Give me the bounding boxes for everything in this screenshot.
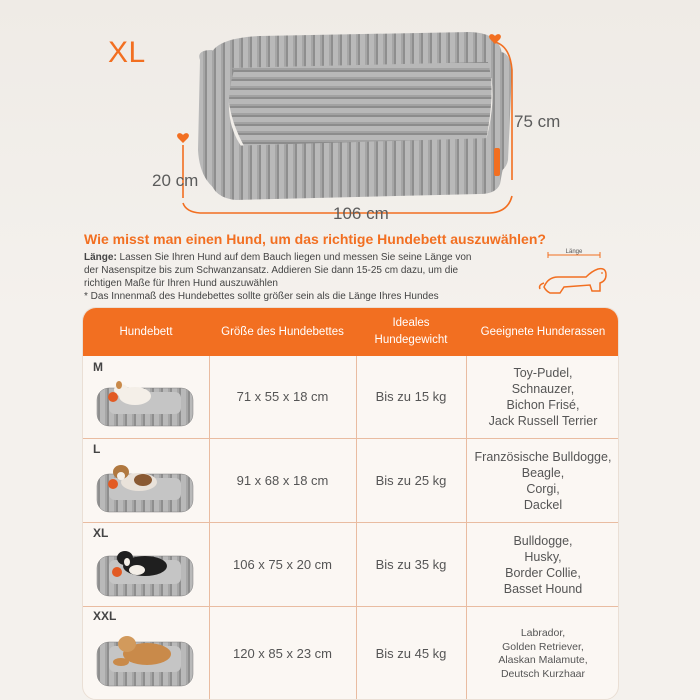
breeds-cell [466,356,619,438]
breed-item: Golden Retriever, [502,640,584,653]
header-breeds: Geeignete Hunderassen [480,325,606,338]
measure-instructions [84,251,484,303]
breed-item: Basset Hound [503,581,583,596]
length-term: Länge: [84,252,117,263]
dimensions-cell: 91 x 68 x 18 cm [236,472,329,488]
size-label-xl: XL [93,526,109,540]
breed-item: Alaskan Malamute, [498,654,588,666]
size-title: XL [108,36,146,69]
breed-item: Französische Bulldogge, [474,449,612,464]
weight-cell: Bis zu 15 kg [375,389,447,404]
breed-item: Bichon Frisé, [506,398,580,412]
breeds-cell [466,607,619,700]
breed-item: Jack Russell Terrier [488,414,598,428]
depth-dimension: 75 cm [514,112,561,131]
breed-item: Beagle, [521,465,565,480]
weight-cell: Bis zu 25 kg [375,472,447,488]
breed-item: Toy-Pudel, [513,366,573,380]
breed-item: Border Collie, [505,565,581,580]
breed-item: Corgi, [526,481,560,496]
bed-xl-with-dog-image [91,538,201,602]
breeds-cell [466,523,619,606]
dog-bed-illustration [0,0,700,230]
height-dimension: 20 cm [152,171,199,190]
table-header [83,308,619,356]
size-label-m: M [93,360,103,374]
weight-cell: Bis zu 45 kg [375,646,447,661]
breed-item: Deutsch Kurzhaar [500,667,586,680]
breed-item: Schnauzer, [511,382,575,396]
breed-item: Bulldogge, [513,533,573,548]
size-label-l: L [93,442,101,456]
dimensions-cell: 120 x 85 x 23 cm [233,646,332,661]
dimensions-cell: 106 x 75 x 20 cm [233,556,332,572]
dimensions-cell: 71 x 55 x 18 cm [236,389,329,404]
size-label-xxl: XXL [93,609,117,623]
inner-size-note: * Das Innenmaß des Hundebettes sollte größer sein als die Länge Ihres Hundes [84,291,439,302]
dog-length-icon [536,247,614,299]
header-bed: Hundebett [119,325,173,338]
bed-l-with-dog-image [91,454,201,518]
weight-cell: Bis zu 35 kg [375,556,447,572]
breed-item: Dackel [523,497,563,512]
breeds-cell [466,439,619,522]
header-ideal-weight: Ideales Hundegewicht [374,317,448,346]
breed-item: Husky, [524,549,562,564]
width-dimension: 106 cm [333,204,389,223]
bed-m-with-dog-image [91,370,201,432]
dog-length-label: Länge [565,249,583,255]
size-table [82,307,619,700]
length-text: Lassen Sie Ihren Hund auf dem Bauch liegen und messen Sie seine Länge von der Nasenspitze bis zum Schwanzansatz. Addieren Sie dann 15-25 cm dazu, um die richtigen Maße für Ihren Hund auszuwählen [84,252,472,289]
bed-xxl-with-dog-image [91,622,201,694]
measure-question: Wie misst man einen Hund, um das richtige Hundebett auszuwählen? [84,231,546,247]
breed-item: Labrador, [520,627,566,639]
header-bed-size: Größe des Hundebettes [221,325,344,338]
